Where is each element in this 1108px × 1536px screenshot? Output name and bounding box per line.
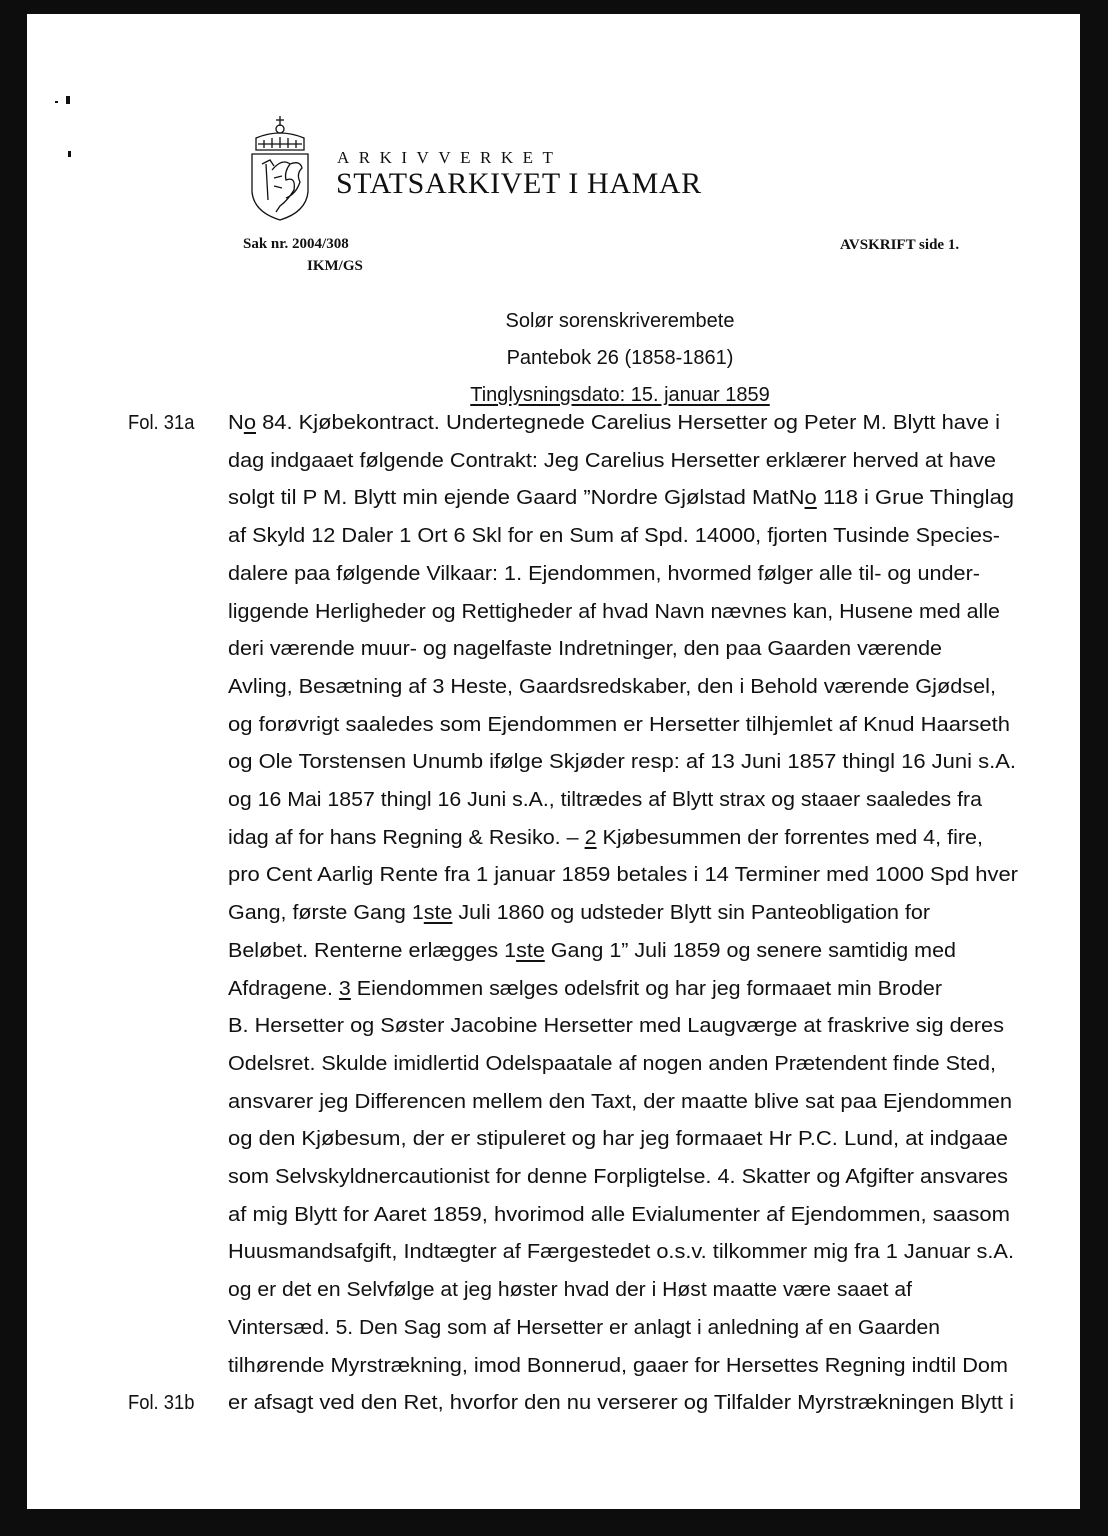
registration-date: Tinglysningsdato: 15. januar 1859: [470, 384, 770, 406]
underlined-text: ste: [516, 939, 545, 962]
text-line: [228, 412, 1000, 435]
text-line: [228, 714, 1010, 737]
text-line: [228, 1392, 1014, 1415]
text-segment: er afsagt ved den Ret, hvorfor den nu verserer og Tilfalder Myrstrækningen Blytt i: [228, 1392, 1014, 1415]
text-line: [228, 1015, 1004, 1038]
text-segment: Juli 1860 og udsteder Blytt sin Panteobligation for: [452, 902, 930, 925]
text-line: [228, 1204, 1010, 1227]
text-segment: og den Kjøbesum, der er stipuleret og har jeg formaaet Hr P.C. Lund, at indgaae: [228, 1128, 1008, 1151]
norwegian-coat-of-arms-icon: [244, 114, 316, 224]
text-line: [228, 1317, 940, 1340]
text-segment: Gang 1” Juli 1859 og senere samtidig med: [544, 939, 956, 962]
text-segment: B. Hersetter og Søster Jacobine Hersetter med Laugværge at fraskrive sig deres: [228, 1015, 1005, 1038]
case-number: Sak nr. 2004/308: [243, 236, 349, 252]
text-segment: og forøvrigt saaledes som Ejendommen er Hersetter tilhjemlet af Knud Haarseth: [228, 713, 1011, 736]
underlined-text: 3: [338, 977, 351, 1000]
text-segment: Kjøbesummen der forrentes med 4, fire,: [596, 826, 984, 849]
book-title: Pantebok 26 (1858-1861): [506, 347, 734, 369]
text-segment: Afdragene.: [228, 977, 339, 1000]
text-line: [228, 1241, 1014, 1264]
text-line: [228, 676, 996, 699]
org-name-small: ARKIVVERKET: [337, 148, 563, 167]
underlined-text: o: [804, 487, 817, 510]
folio-label: Fol. 31b: [128, 1392, 195, 1415]
text-segment: deri værende muur- og nagelfaste Indretninger, den paa Gaarden værende: [228, 638, 943, 661]
text-segment: og 16 Mai 1857 thingl 16 Juni s.A., tiltrædes af Blytt strax og staaer saaledes fra: [228, 789, 982, 811]
scan-artifact: [68, 151, 71, 157]
underlined-text: o: [243, 412, 257, 434]
text-segment: Beløbet. Renterne erlægges 1: [228, 939, 517, 962]
text-segment: N: [228, 412, 244, 434]
text-line: [228, 864, 1018, 887]
underlined-text: 2: [584, 826, 597, 849]
underlined-text: ste: [423, 902, 453, 925]
text-line: [228, 1128, 1008, 1151]
text-segment: af Skyld 12 Daler 1 Ort 6 Skl for en Sum af Spd. 14000, fjorten Tusinde Species-: [228, 525, 1001, 548]
text-segment: dag indgaaet følgende Contrakt: Jeg Carelius Hersetter erklærer herved at have: [228, 449, 996, 472]
text-segment: Huusmandsafgift, Indtægter af Færgestedet o.s.v. tilkommer mig fra 1 Januar s.A.: [228, 1241, 1014, 1264]
text-line: [228, 487, 1014, 510]
text-line: [228, 978, 942, 1001]
text-line: [228, 450, 996, 473]
text-line: [228, 1166, 1008, 1189]
text-line: [228, 563, 980, 586]
text-line: [228, 1091, 1012, 1114]
text-line: [228, 1279, 912, 1302]
text-segment: som Selvskyldnercautionist for denne Forpligtelse. 4. Skatter og Afgifter ansvares: [228, 1166, 1009, 1188]
text-segment: Eiendommen sælges odelsfrit og har jeg formaaet min Broder: [350, 977, 943, 1000]
text-segment: pro Cent Aarlig Rente fra 1 januar 1859 betales i 14 Terminer med 1000 Spd hver: [228, 864, 1019, 887]
folio-label: Fol. 31a: [128, 412, 195, 434]
text-segment: tilhørende Myrstrækning, imod Bonnerud, gaaer for Hersettes Regning indtil Dom: [228, 1354, 1008, 1377]
text-line: [228, 1355, 1008, 1378]
scan-artifact: [55, 101, 58, 103]
text-line: [228, 1053, 996, 1076]
text-segment: solgt til P M. Blytt min ejende Gaard ”Nordre Gjølstad MatN: [228, 487, 805, 510]
text-line: [228, 827, 983, 850]
text-segment: 118 i Grue Thinglag: [816, 487, 1015, 510]
text-segment: 84. Kjøbekontract. Undertegnede Carelius Hersetter og Peter M. Blytt have i: [256, 412, 1001, 434]
text-segment: dalere paa følgende Vilkaar: 1. Ejendommen, hvormed følger alle til- og under-: [228, 562, 980, 585]
text-segment: Odelsret. Skulde imidlertid Odelspaatale af nogen anden Prætendent finde Sted,: [228, 1052, 996, 1075]
text-segment: idag af for hans Regning & Resiko. –: [228, 826, 585, 849]
transcript-page-label: AVSKRIFT side 1.: [840, 237, 960, 253]
document-page: [27, 14, 1080, 1509]
text-line: [228, 525, 1000, 548]
text-segment: og er det en Selvfølge at jeg høster hvad der i Høst maatte være saaet af: [228, 1279, 913, 1302]
text-segment: Gang, første Gang 1: [228, 902, 424, 925]
text-segment: af mig Blytt for Aaret 1859, hvorimod alle Evialumenter af Ejendommen, saasom: [228, 1203, 1011, 1226]
text-line: [228, 940, 956, 963]
text-line: [228, 751, 1016, 774]
text-line: [228, 902, 930, 925]
text-segment: Avling, Besætning af 3 Heste, Gaardsredskaber, den i Behold værende Gjødsel,: [228, 675, 996, 698]
text-line: [228, 789, 982, 812]
text-segment: Vintersæd. 5. Den Sag som af Hersetter er anlagt i anledning af en Gaarden: [228, 1316, 940, 1339]
text-segment: ansvarer jeg Differencen mellem den Taxt, der maatte blive sat paa Ejendommen: [228, 1090, 1013, 1113]
org-name-large: STATSARKIVET I HAMAR: [336, 167, 702, 200]
text-line: [228, 638, 942, 661]
text-segment: og Ole Torstensen Unumb ifølge Skjøder resp: af 13 Juni 1857 thingl 16 Juni s.A.: [228, 751, 1017, 774]
scan-artifact: [66, 96, 70, 104]
signature-initials: IKM/GS: [307, 258, 363, 274]
office-title: Solør sorenskriverembete: [505, 310, 735, 332]
text-line: [228, 601, 1000, 624]
text-segment: liggende Herligheder og Rettigheder af hvad Navn nævnes kan, Husene med alle: [228, 600, 1000, 623]
